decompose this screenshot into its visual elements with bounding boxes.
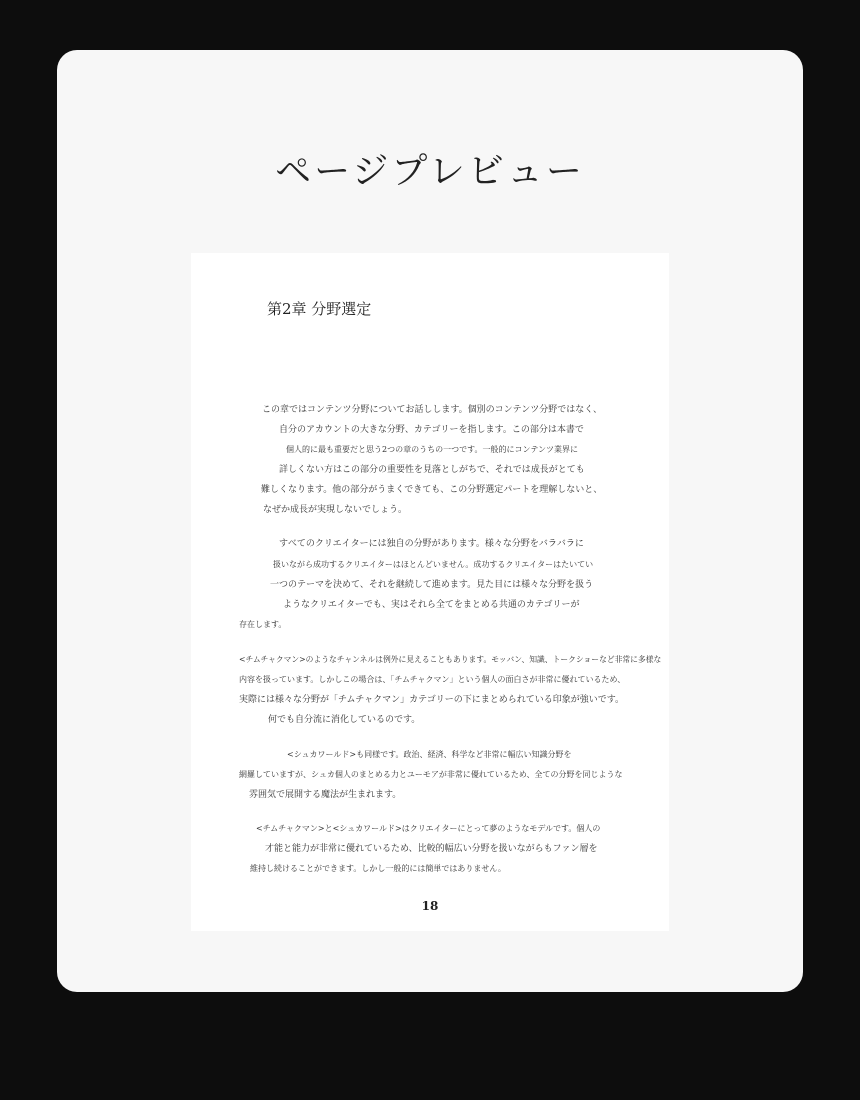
preview-title: ページプレビュー <box>275 151 585 192</box>
body-line: 詳しくない方はこの部分の重要性を見落としがちで、それでは成長がとても <box>279 465 585 475</box>
body-line: 個人的に最も重要だと思う2つの章のうちの一つです。一般的にコンテンツ業界に <box>286 445 579 454</box>
body-line: 内容を扱っています。しかしこの場合は、「チムチャクマン」という個人の面白さが非常に優れているため、 <box>239 675 626 684</box>
body-line: 何でも自分流に消化しているのです。 <box>268 715 421 725</box>
body-line: <チムチャクマン>のようなチャンネルは例外に見えることもあります。モッバン、知識、トークショーなど非常に多様な <box>239 655 662 664</box>
body-line: <シュカワールド>も同様です。政治、経済、科学など非常に幅広い知識分野を <box>287 750 572 759</box>
body-line: ようなクリエイターでも、実はそれら全てをまとめる共通のカテゴリーが <box>283 600 580 610</box>
body-line: 維持し続けることができます。しかし一般的には簡単ではありません。 <box>250 864 506 873</box>
chapter-title: 第2章 分野選定 <box>267 300 372 318</box>
page-number: 18 <box>421 899 439 913</box>
body-line: 一つのテーマを決めて、それを継続して進めます。見た目には様々な分野を扱う <box>270 580 594 590</box>
body-line: 自分のアカウントの大きな分野、カテゴリーを指します。この部分は本書で <box>279 425 584 435</box>
body-line: 才能と能力が非常に優れているため、比較的幅広い分野を扱いながらもファン層を <box>265 844 598 854</box>
body-line: 扱いながら成功するクリエイターはほとんどいません。成功するクリエイターはたいてい <box>273 560 594 569</box>
body-line: 存在します。 <box>239 620 287 629</box>
preview-card <box>57 50 803 992</box>
body-line: すべてのクリエイターには独自の分野があります。様々な分野をバラバラに <box>279 539 584 549</box>
body-line: この章ではコンテンツ分野についてお話しします。個別のコンテンツ分野ではなく、 <box>262 405 603 415</box>
body-line: なぜか成長が実現しないでしょう。 <box>263 505 408 515</box>
page-sheet <box>191 253 669 931</box>
body-line: <チムチャクマン>と<シュカワールド>はクリエイターにとって夢のようなモデルです。個人の <box>256 824 601 833</box>
body-line: 難しくなります。他の部分がうまくできても、この分野選定パートを理解しないと、 <box>261 485 603 495</box>
body-line: 実際には様々な分野が「チムチャクマン」カテゴリーの下にまとめられている印象が強いです。 <box>239 695 625 705</box>
body-line: 網羅していますが、シュカ個人のまとめる力とユーモアが非常に優れているため、全ての分野を同じような <box>239 770 623 779</box>
body-line: 雰囲気で展開する魔法が生まれます。 <box>249 790 402 800</box>
